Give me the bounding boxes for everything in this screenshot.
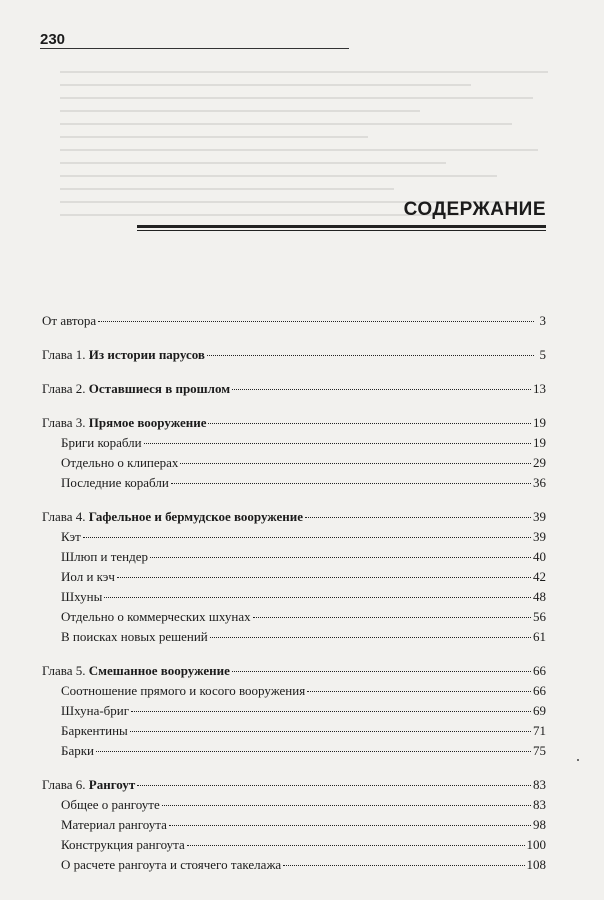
toc-section-label: Бриги корабли xyxy=(61,435,142,450)
toc-section-label: Соотношение прямого и косого вооружения xyxy=(61,683,306,698)
toc-section-label: Отдельно о клиперах xyxy=(61,455,179,470)
toc-section-label: Материал рангоута xyxy=(61,817,167,832)
chapter-prefix: Глава 2. xyxy=(42,381,89,396)
toc-chapter-label xyxy=(42,345,205,365)
toc-section[interactable] xyxy=(42,607,546,627)
toc-section[interactable] xyxy=(42,627,546,647)
leader-dots xyxy=(117,577,531,578)
leader-dots xyxy=(210,637,531,638)
toc-page-number: 83 xyxy=(533,777,546,792)
toc-chapter-label xyxy=(42,507,303,527)
page-title: СОДЕРЖАНИЕ xyxy=(403,199,546,220)
leader-dots xyxy=(96,751,531,752)
leader-dots xyxy=(253,617,531,618)
toc-section[interactable] xyxy=(42,567,546,587)
leader-dots xyxy=(232,389,531,390)
toc-chapter-2[interactable] xyxy=(42,379,546,399)
chapter-prefix: Глава 1. xyxy=(42,347,89,362)
bleed-through-text xyxy=(60,60,574,290)
leader-dots xyxy=(104,597,531,598)
leader-dots xyxy=(130,731,531,732)
leader-dots xyxy=(131,711,531,712)
leader-dots xyxy=(137,785,531,786)
toc-page-number: 3 xyxy=(539,313,546,328)
title-rule-thin xyxy=(137,230,546,231)
toc-chapter-1[interactable] xyxy=(42,345,546,365)
toc-page-number: 13 xyxy=(533,381,546,396)
toc-chapter-label xyxy=(42,379,230,399)
toc-page-number: 56 xyxy=(533,609,546,624)
leader-dots xyxy=(187,845,525,846)
toc-page-number: 42 xyxy=(533,569,546,584)
leader-dots xyxy=(144,443,531,444)
toc-page-number: 108 xyxy=(526,857,546,872)
speck-mark xyxy=(577,759,579,761)
toc-page-number: 83 xyxy=(533,797,546,812)
toc-chapter-4[interactable] xyxy=(42,507,546,527)
toc-section[interactable] xyxy=(42,681,546,701)
toc-entry-author[interactable] xyxy=(42,311,546,331)
chapter-title: Оставшиеся в прошлом xyxy=(88,381,231,396)
toc-section[interactable] xyxy=(42,835,546,855)
toc-chapter-label xyxy=(42,775,135,795)
toc-section[interactable] xyxy=(42,547,546,567)
toc-section-label: Шхуны xyxy=(61,589,103,604)
toc-section-label: О расчете рангоута и стоячего такелажа xyxy=(61,857,282,872)
toc-page-number: 69 xyxy=(533,703,546,718)
chapter-title: Прямое вооружение xyxy=(88,415,207,430)
chapter-prefix: Глава 5. xyxy=(42,663,89,678)
toc-page-number: 98 xyxy=(533,817,546,832)
toc-page-number: 19 xyxy=(533,435,546,450)
toc-chapter-label xyxy=(42,661,230,681)
chapter-prefix: Глава 3. xyxy=(42,415,89,430)
leader-dots xyxy=(171,483,531,484)
toc-page-number: 61 xyxy=(533,629,546,644)
toc-page-number: 71 xyxy=(533,723,546,738)
leader-dots xyxy=(98,321,534,322)
header-rule xyxy=(40,48,349,49)
toc-section[interactable] xyxy=(42,855,546,875)
toc-page-number: 39 xyxy=(533,529,546,544)
toc-page-number: 48 xyxy=(533,589,546,604)
toc-section[interactable] xyxy=(42,741,546,761)
toc-section[interactable] xyxy=(42,453,546,473)
toc-section[interactable] xyxy=(42,815,546,835)
toc-section[interactable] xyxy=(42,795,546,815)
toc-page-number: 40 xyxy=(533,549,546,564)
leader-dots xyxy=(150,557,531,558)
chapter-title: Гафельное и бермудское вооружение xyxy=(88,509,304,524)
toc-page-number: 75 xyxy=(533,743,546,758)
toc-section-label: Иол и кэч xyxy=(61,569,115,584)
toc-page-number: 29 xyxy=(533,455,546,470)
page-number: 230 xyxy=(40,31,66,48)
toc-page-number: 66 xyxy=(533,663,546,678)
leader-dots xyxy=(305,517,531,518)
toc-section[interactable] xyxy=(42,701,546,721)
toc-section-label: Кэт xyxy=(61,529,81,544)
toc-section-label: Баркентины xyxy=(61,723,128,738)
chapter-title: Из истории парусов xyxy=(88,347,205,362)
chapter-title: Смешанное вооружение xyxy=(88,663,230,678)
toc-section-label: Шлюп и тендер xyxy=(61,549,149,564)
chapter-prefix: Глава 4. xyxy=(42,509,89,524)
toc-section[interactable] xyxy=(42,473,546,493)
toc-section-label: Отдельно о коммерческих шхунах xyxy=(61,609,251,624)
toc-chapter-6[interactable] xyxy=(42,775,546,795)
toc-page-number: 100 xyxy=(526,837,546,852)
toc-section-label: Шхуна-бриг xyxy=(61,703,130,718)
toc-entry-label: От автора xyxy=(42,313,97,328)
toc-page-number: 66 xyxy=(533,683,546,698)
title-rule-thick xyxy=(137,225,546,228)
leader-dots xyxy=(207,355,534,356)
toc-section[interactable] xyxy=(42,527,546,547)
leader-dots xyxy=(283,865,524,866)
toc-section[interactable] xyxy=(42,721,546,741)
leader-dots xyxy=(307,691,531,692)
toc-chapter-label xyxy=(42,413,206,433)
chapter-title: Рангоут xyxy=(88,777,136,792)
toc-page-number: 5 xyxy=(539,347,546,362)
toc-page-number: 36 xyxy=(533,475,546,490)
toc-section-label: Конструкция рангоута xyxy=(61,837,185,852)
leader-dots xyxy=(208,423,531,424)
toc-section[interactable] xyxy=(42,587,546,607)
toc-chapter-5[interactable] xyxy=(42,661,546,681)
leader-dots xyxy=(180,463,531,464)
chapter-prefix: Глава 6. xyxy=(42,777,89,792)
table-of-contents xyxy=(42,311,546,875)
toc-section-label: Последние корабли xyxy=(61,475,169,490)
toc-page-number: 39 xyxy=(533,509,546,524)
leader-dots xyxy=(232,671,531,672)
leader-dots xyxy=(169,825,531,826)
toc-chapter-3[interactable] xyxy=(42,413,546,433)
toc-section-label: Барки xyxy=(61,743,95,758)
toc-page-number: 19 xyxy=(533,415,546,430)
leader-dots xyxy=(83,537,531,538)
toc-section-label: В поисках новых решений xyxy=(61,629,208,644)
toc-section-label: Общее о рангоуте xyxy=(61,797,160,812)
toc-section[interactable] xyxy=(42,433,546,453)
leader-dots xyxy=(162,805,531,806)
